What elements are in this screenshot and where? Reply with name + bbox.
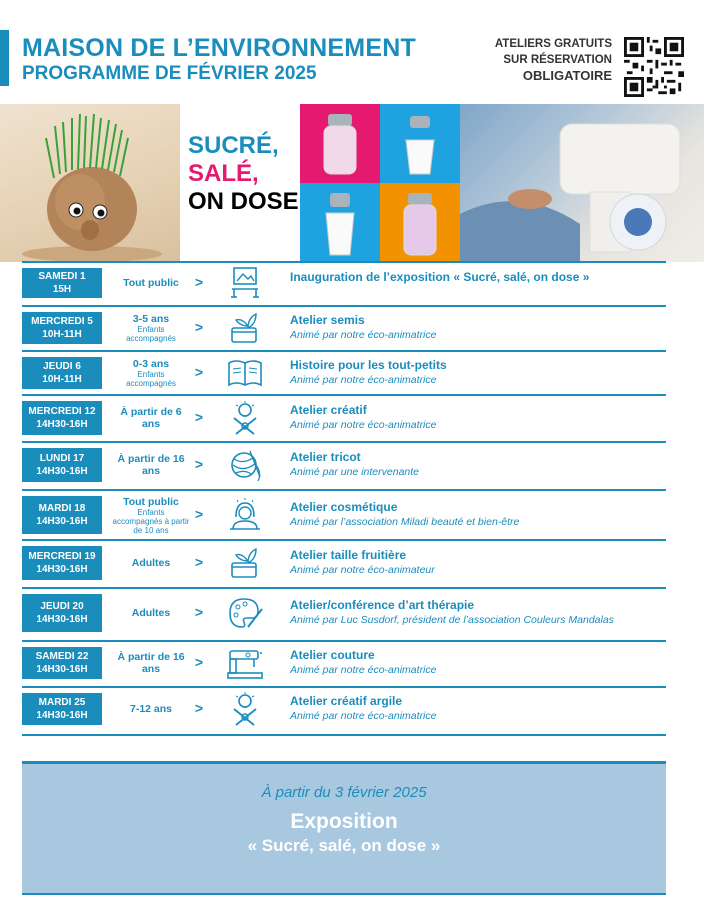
- audience-label: À partir de 6 ans: [120, 406, 182, 430]
- audience-label: Tout public: [123, 277, 179, 289]
- event-time: 14H30-16H: [36, 466, 88, 477]
- event-time: 14H30-16H: [36, 710, 88, 721]
- event-date: [22, 312, 102, 344]
- reservation-line-2: SUR RÉSERVATION: [503, 54, 612, 66]
- event-description: Animé par notre éco-animateur: [290, 564, 435, 576]
- event-title: Atelier/conférence d’art thérapie: [290, 598, 475, 612]
- audience-label: À partir de 16 ans: [117, 453, 185, 477]
- event-time: 14H30-16H: [36, 419, 88, 430]
- salt-shaker-icon: [300, 183, 380, 262]
- event-description: Animé par notre éco-animatrice: [290, 710, 437, 722]
- audience-label: À partir de 16 ans: [117, 651, 185, 675]
- event-title: Inauguration de l’exposition « Sucré, salé, on dose »: [290, 270, 590, 284]
- chevron-right-icon: >: [194, 604, 204, 620]
- creative-bulb-icon: [226, 691, 264, 727]
- event-day: JEUDI 20: [40, 601, 84, 612]
- chevron-right-icon: >: [194, 700, 204, 716]
- event-audience: [112, 444, 190, 486]
- row-divider: [22, 261, 666, 263]
- event-day: MERCREDI 12: [28, 406, 96, 417]
- chevron-right-icon: >: [194, 409, 204, 425]
- event-day: SAMEDI 1: [38, 271, 86, 282]
- exhibition-icon: [226, 265, 264, 301]
- event-date: [22, 594, 102, 632]
- salt-shaker-icon: [380, 104, 460, 183]
- row-divider: [22, 394, 666, 396]
- event-date: [22, 546, 102, 580]
- row-divider: [22, 441, 666, 443]
- audience-label: 3-5 ans: [132, 313, 170, 325]
- slogan-word-sucre: SUCRÉ,: [188, 132, 279, 159]
- event-time: 15H: [52, 284, 72, 295]
- salt-shaker-tile-blue: [380, 104, 460, 183]
- event-description: Animé par notre éco-animatrice: [290, 374, 437, 386]
- audience-note: Enfants accompagnés: [126, 370, 176, 388]
- event-description: Animé par l’association Miladi beauté et bien-être: [290, 516, 520, 528]
- salt-shaker-icon: [300, 104, 380, 183]
- event-time: 14H30-16H: [36, 564, 88, 575]
- row-divider: [22, 305, 666, 307]
- seedling-pot-icon: [226, 310, 264, 346]
- reservation-info: [480, 36, 612, 84]
- audience-label: Adultes: [131, 557, 171, 569]
- creative-bulb-icon: [226, 400, 264, 436]
- exhibition-subtitle: « Sucré, salé, on dose »: [247, 836, 441, 855]
- event-title: Atelier cosmétique: [290, 500, 398, 514]
- event-description: Animé par notre éco-animatrice: [290, 329, 437, 341]
- chevron-right-icon: >: [194, 506, 204, 522]
- reservation-line-1: ATELIERS GRATUITS: [494, 38, 612, 50]
- banner: [0, 104, 704, 262]
- grass-head-photo: [0, 104, 180, 262]
- event-day: MARDI 25: [38, 697, 86, 708]
- cosmetic-face-icon: [226, 497, 264, 533]
- event-title: Histoire pour les tout-petits: [290, 358, 447, 372]
- sewing-machine-icon: [226, 645, 264, 681]
- event-audience: [112, 264, 190, 302]
- event-audience: [112, 492, 190, 538]
- audience-label: 7-12 ans: [129, 703, 173, 715]
- qr-code-icon[interactable]: [624, 37, 684, 97]
- event-date: [22, 448, 102, 482]
- event-day: MERCREDI 19: [28, 551, 96, 562]
- event-date: [22, 496, 102, 534]
- salt-shaker-tile-pink: [300, 104, 380, 183]
- audience-note: Enfants accompagnés: [126, 325, 176, 343]
- event-date: [22, 401, 102, 435]
- salt-shaker-icon: [380, 183, 460, 262]
- event-audience: [112, 542, 190, 584]
- yarn-ball-icon: [226, 447, 264, 483]
- event-audience: [112, 590, 190, 636]
- exhibition-date: À partir du 3 février 2025: [261, 784, 427, 801]
- slogan-word-on-dose: ON DOSE: [188, 188, 299, 215]
- event-title: Atelier taille fruitière: [290, 548, 407, 562]
- event-audience: [112, 643, 190, 683]
- event-date: [22, 647, 102, 679]
- event-title: Atelier tricot: [290, 450, 361, 464]
- chevron-right-icon: >: [194, 319, 204, 335]
- event-description: Animé par notre éco-animatrice: [290, 664, 437, 676]
- sewing-machine-illustration: [460, 104, 704, 262]
- event-date: [22, 268, 102, 298]
- event-day: MARDI 18: [38, 503, 86, 514]
- chevron-right-icon: >: [194, 364, 204, 380]
- open-book-icon: [226, 355, 264, 391]
- event-audience: [112, 308, 190, 348]
- event-audience: [112, 689, 190, 729]
- chevron-right-icon: >: [194, 554, 204, 570]
- event-date: [22, 693, 102, 725]
- page-subtitle: PROGRAMME DE FÉVRIER 2025: [22, 63, 317, 84]
- grass-head-illustration: [0, 104, 180, 262]
- exhibition-box: [22, 761, 666, 895]
- event-title: Atelier couture: [290, 648, 375, 662]
- exhibition-title: Exposition: [290, 810, 398, 833]
- slogan-word-sale: SALÉ,: [188, 160, 259, 187]
- event-title: Atelier semis: [290, 313, 365, 327]
- event-title: Atelier créatif: [290, 403, 367, 417]
- row-divider: [22, 587, 666, 589]
- event-description: Animé par notre éco-animatrice: [290, 419, 437, 431]
- audience-note: Enfants accompagnés à partir de 10 ans: [112, 507, 190, 535]
- sewing-photo: [460, 104, 704, 262]
- event-audience: [112, 397, 190, 439]
- event-audience: [112, 353, 190, 393]
- row-divider: [22, 686, 666, 688]
- banner-slogan: [188, 132, 299, 216]
- page-title: MAISON DE L’ENVIRONNEMENT: [22, 34, 416, 62]
- reservation-line-3: OBLIGATOIRE: [522, 68, 612, 83]
- event-day: MERCREDI 5: [31, 316, 93, 327]
- row-divider: [22, 350, 666, 352]
- event-time: 14H30-16H: [36, 664, 88, 675]
- event-description: Animé par une intervenante: [290, 466, 419, 478]
- event-day: LUNDI 17: [39, 453, 85, 464]
- event-day: SAMEDI 22: [35, 651, 89, 662]
- chevron-right-icon: >: [194, 654, 204, 670]
- audience-label: 0-3 ans: [132, 358, 170, 370]
- event-time: 14H30-16H: [36, 516, 88, 527]
- palette-icon: [226, 595, 264, 631]
- event-time: 10H-11H: [42, 374, 82, 385]
- event-day: JEUDI 6: [43, 361, 81, 372]
- row-divider: [22, 489, 666, 491]
- salt-shaker-tile-orange: [380, 183, 460, 262]
- row-divider: [22, 734, 666, 736]
- event-title: Atelier créatif argile: [290, 694, 403, 708]
- chevron-right-icon: >: [194, 274, 204, 290]
- row-divider: [22, 539, 666, 541]
- audience-label: Adultes: [131, 607, 171, 619]
- header-accent-bar: [0, 30, 9, 86]
- event-time: 10H-11H: [42, 329, 82, 340]
- event-date: [22, 357, 102, 389]
- audience-label: Tout public: [123, 495, 179, 508]
- chevron-right-icon: >: [194, 456, 204, 472]
- event-time: 14H30-16H: [36, 614, 88, 625]
- row-divider: [22, 640, 666, 642]
- event-description: Animé par Luc Susdorf, président de l’association Couleurs Mandalas: [290, 614, 614, 626]
- seedling-pot-icon: [226, 545, 264, 581]
- salt-shaker-tile-blue-2: [300, 183, 380, 262]
